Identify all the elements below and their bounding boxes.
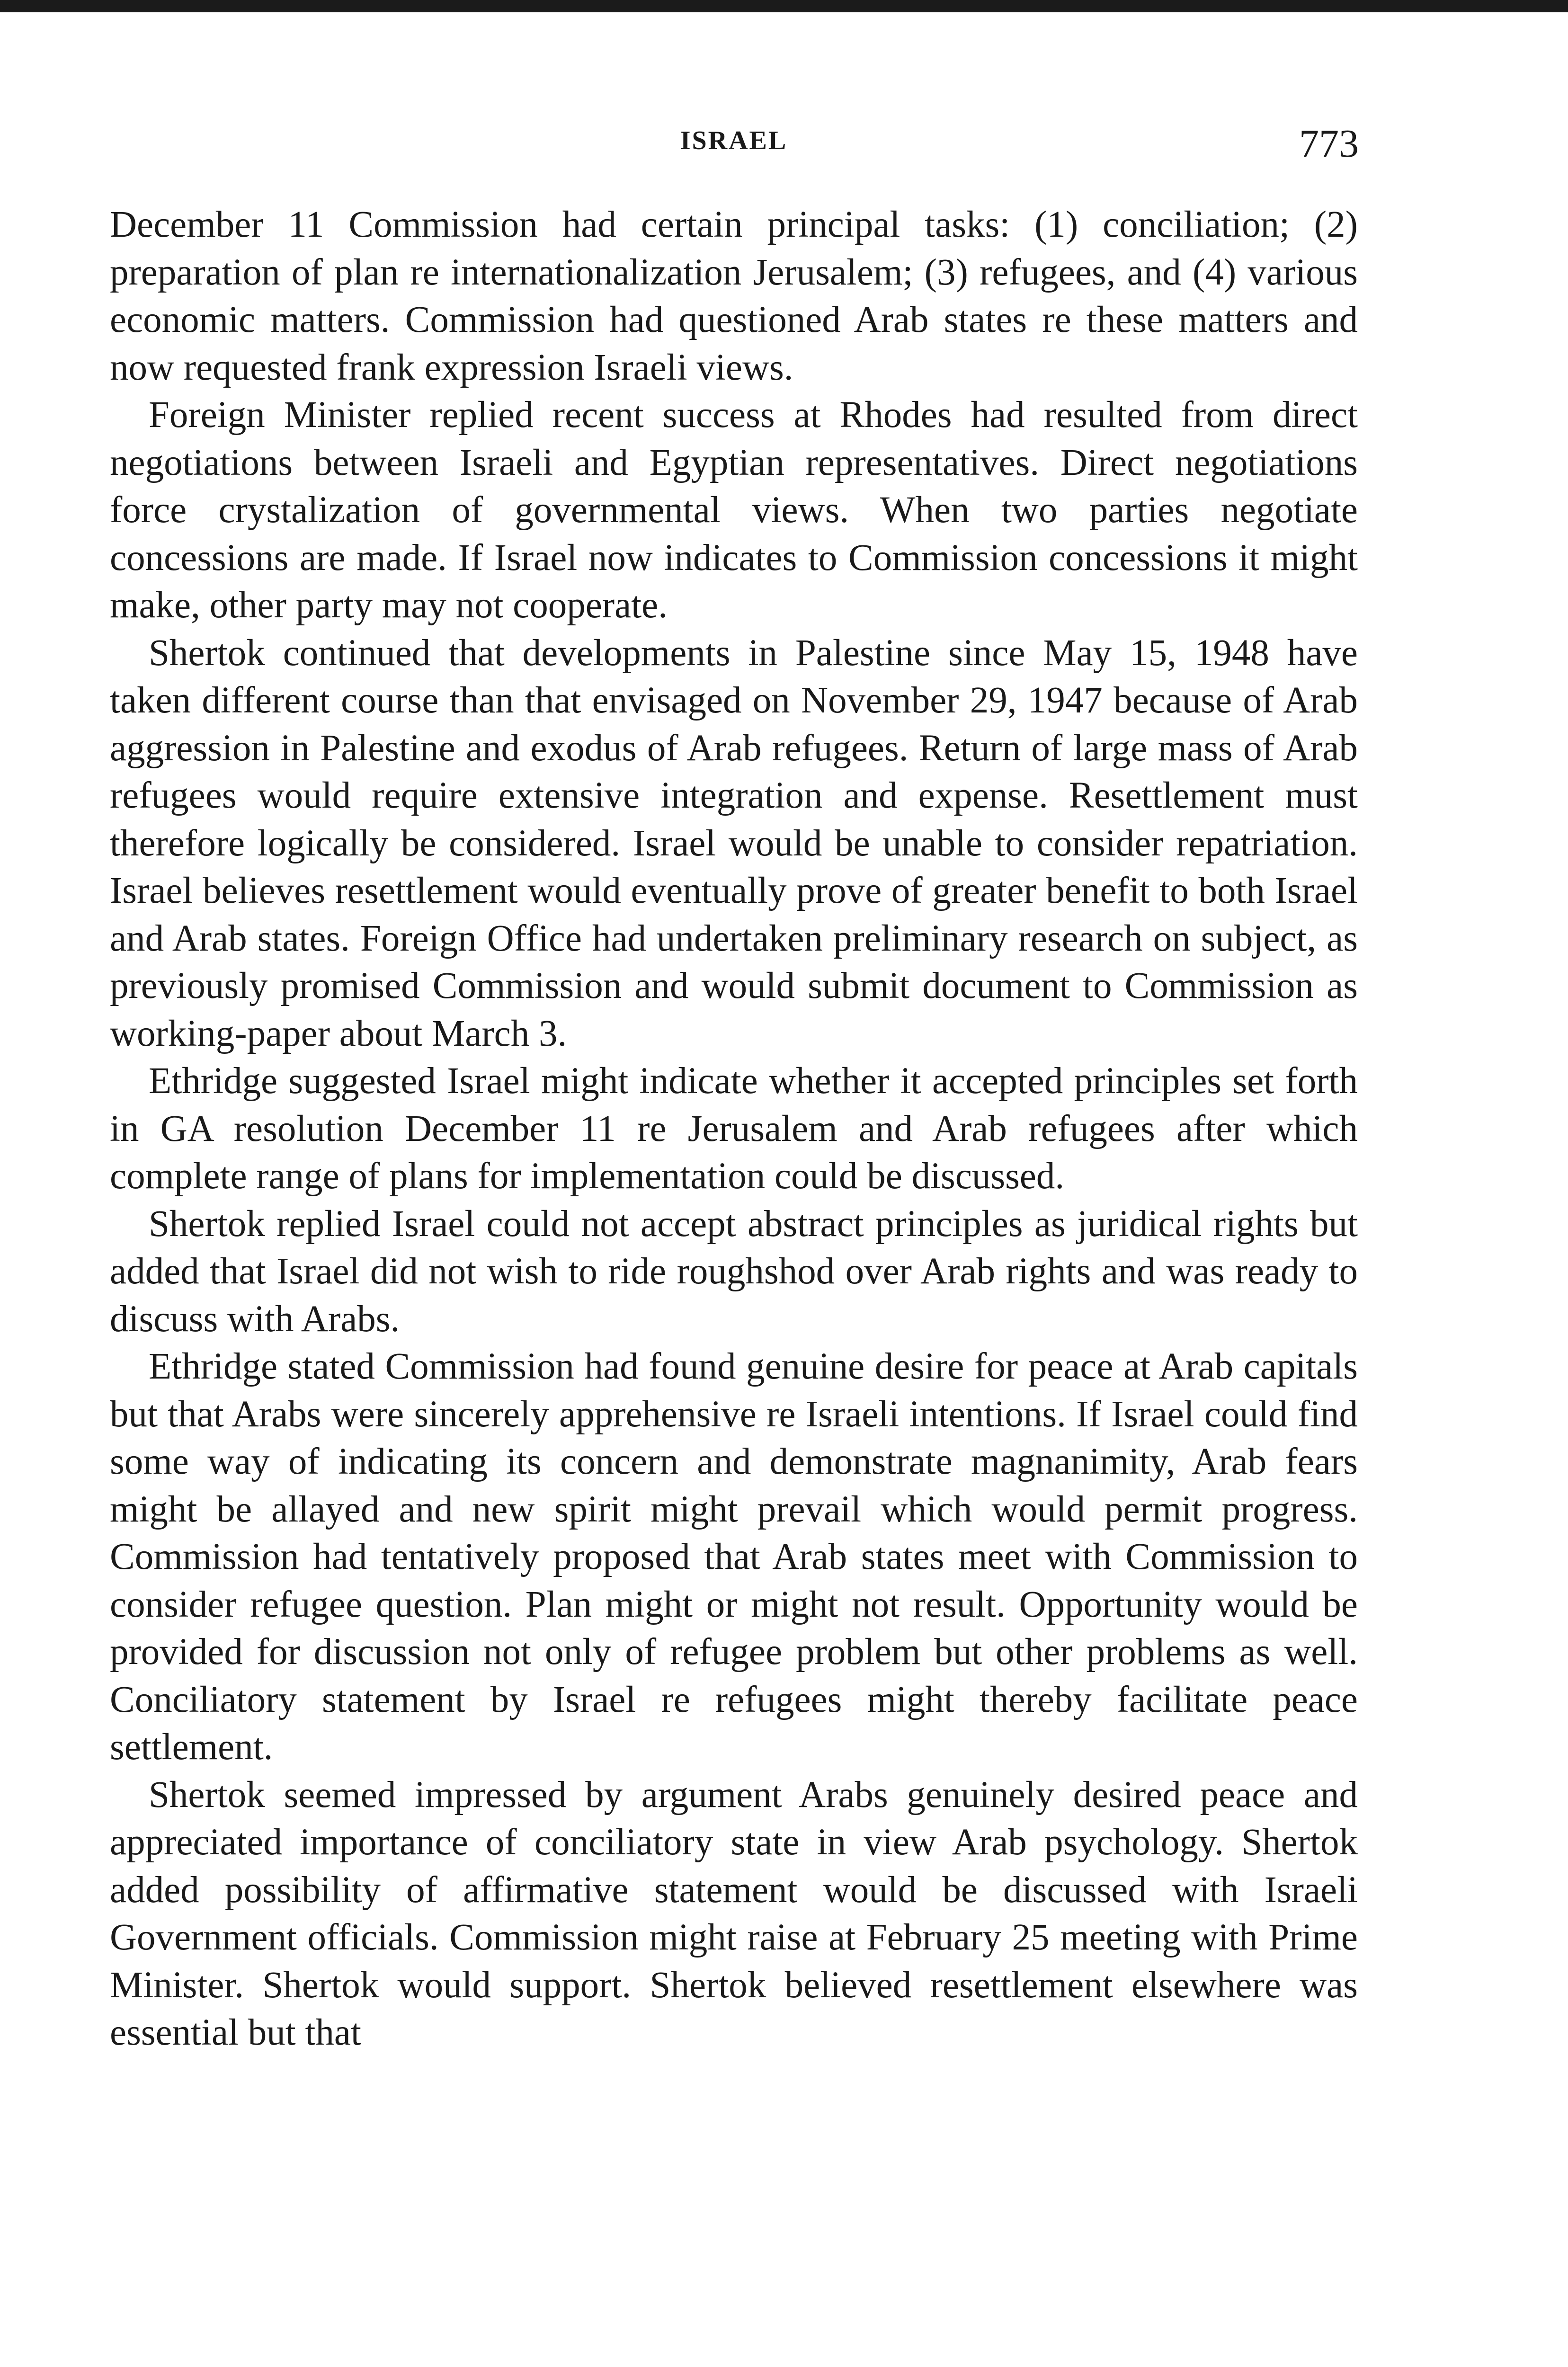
page-header <box>109 121 1359 173</box>
paragraph: Ethridge stated Commission had found genuine desire for peace at Arab capitals but that Arabs were sincerely apprehensive re Israeli intentions. If Israel could find some way of indicating its concern and demonstrate magnanimity, Arab fears might be allayed and new spirit might prevail which would permit progress. Commission had tentatively proposed that Arab states meet with Commission to consider refugee question. Plan might or might not result. Opportunity would be provided for discussion not only of refugee problem but other problems as well. Conciliatory statement by Israel re refugees might thereby facilitate peace settlement. <box>110 1346 1358 1768</box>
paragraph-continued: December 11 Commission had certain principal tasks: (1) conciliation; (2) preparation of plan re internationalization Jerusalem; (3) refugees, and (4) various economic matters. Commission had questioned Arab states re these matters and now requested frank expression Israeli views. <box>110 204 1358 388</box>
body-text <box>110 201 1358 2057</box>
page-top-border <box>0 0 1568 12</box>
paragraph: Shertok replied Israel could not accept abstract principles as juridical rights but added that Israel did not wish to ride roughshod over Arab rights and was ready to discuss with Arabs. <box>110 1203 1358 1340</box>
running-head: ISRAEL <box>680 126 788 155</box>
paragraph: Shertok seemed impressed by argument Arabs genuinely desired peace and appreciated importance of conciliatory state in view Arab psychology. Shertok added possibility of affirmative statement would be discussed with Israeli Government officials. Commission might raise at February 25 meeting with Prime Minister. Shertok would support. Shertok believed resettlement elsewhere was essential but that <box>110 1774 1358 2053</box>
page-number: 773 <box>1299 122 1359 166</box>
paragraph: Foreign Minister replied recent success at Rhodes had resulted from direct negotiations between Israeli and Egyptian representatives. Direct negotiations force crystalization of governmental views. When two parties negotiate concessions are made. If Israel now indicates to Commission concessions it might make, other party may not cooperate. <box>110 394 1358 626</box>
paragraph: Shertok continued that developments in Palestine since May 15, 1948 have taken different course than that envisaged on November 29, 1947 because of Arab aggression in Palestine and exodus of Arab refugees. Return of large mass of Arab refugees would require extensive integration and expense. Resettlement must therefore logically be considered. Israel would be unable to consider repatriation. Israel believes resettlement would eventually prove of greater benefit to both Israel and Arab states. Foreign Office had undertaken preliminary research on subject, as previously promised Commission and would submit document to Commission as working-paper about March 3. <box>110 632 1358 1054</box>
paragraph: Ethridge suggested Israel might indicate whether it accepted principles set forth in GA resolution December 11 re Jerusalem and Arab refugees after which complete range of plans for implementation could be discussed. <box>110 1060 1358 1197</box>
